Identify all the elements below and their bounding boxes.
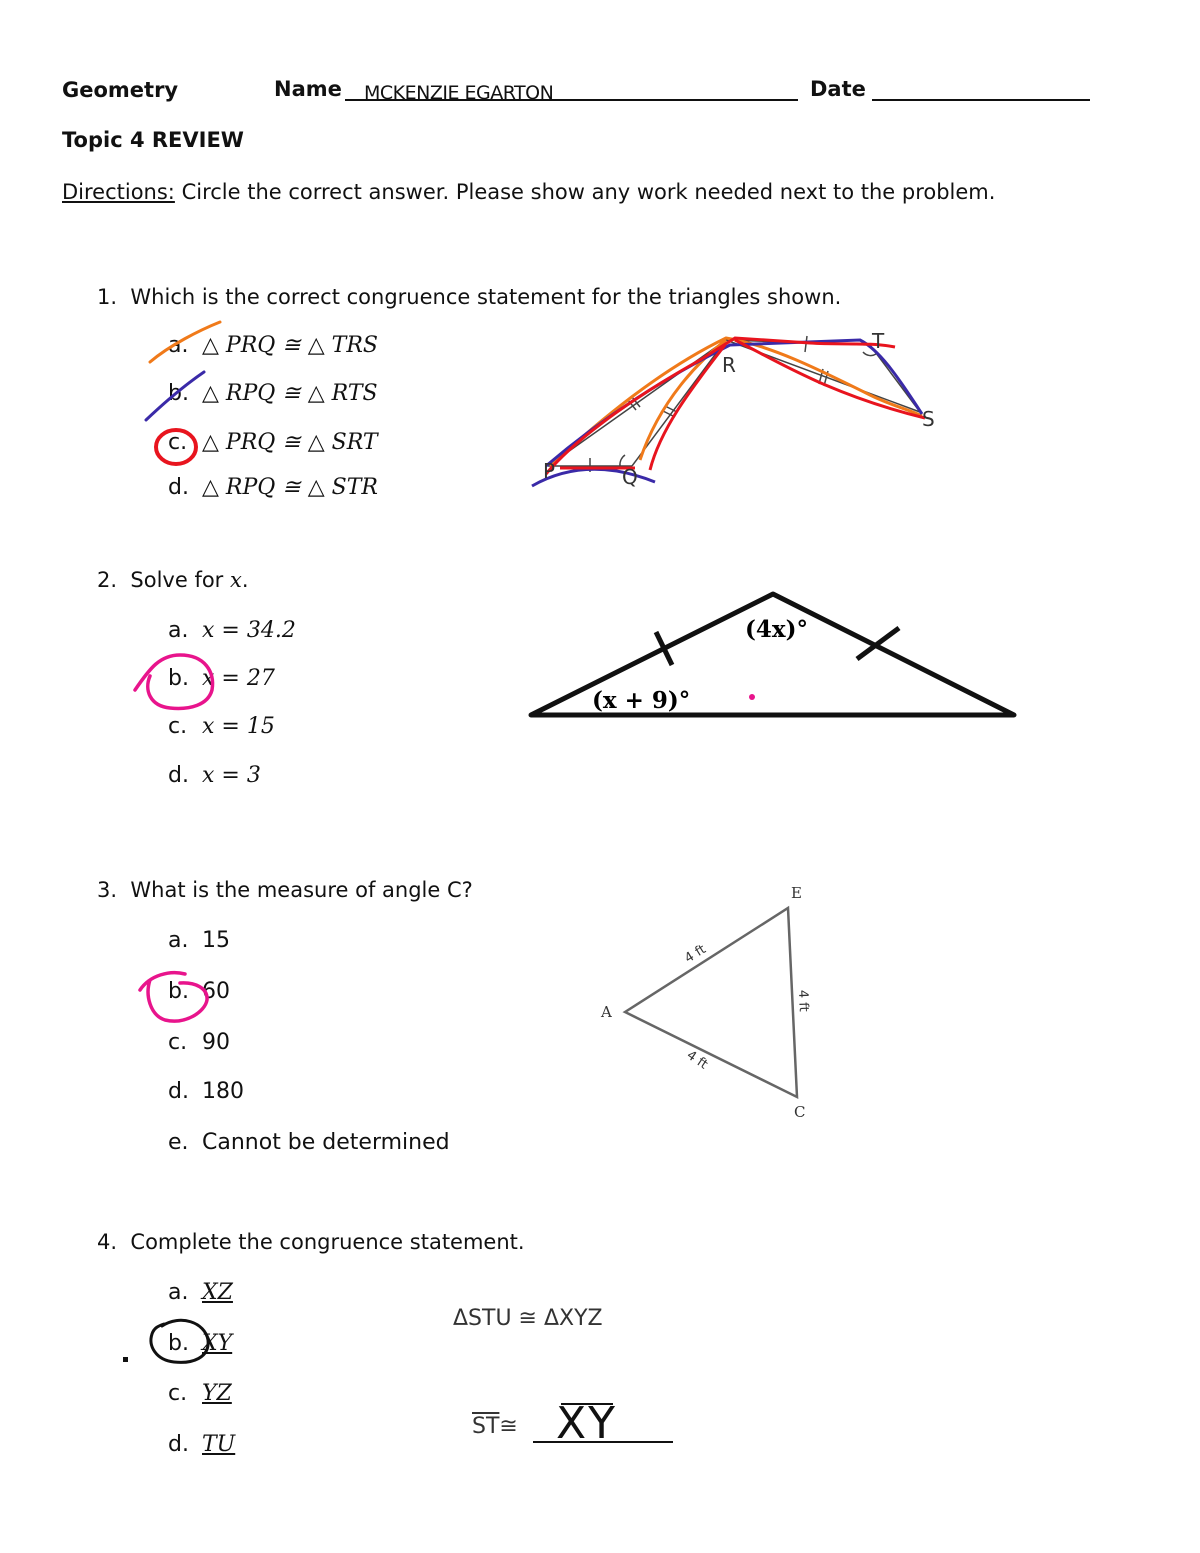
q1-choice-a[interactable]: a. △ PRQ ≅ △ TRS [168, 333, 378, 358]
q4-segment: $\overline{ST}$ [472, 1414, 500, 1439]
q4-number: 4. [97, 1230, 118, 1254]
q3-label-c: C [794, 1103, 806, 1121]
q2-choice-c[interactable]: c. x = 15 [168, 714, 275, 739]
q3-choice-e[interactable]: e. Cannot be determined [168, 1130, 450, 1155]
q1-choice-b[interactable]: b. △ RPQ ≅ △ RTS [168, 381, 378, 406]
q3-choice-b[interactable]: b. 60 [168, 979, 230, 1004]
q3-label-a: A [601, 1003, 612, 1021]
directions-text: Circle the correct answer. Please show any work needed next to the problem. [174, 180, 996, 204]
q3-side-ec: 4 ft [795, 989, 811, 1012]
q3-choice-a[interactable]: a. 15 [168, 928, 230, 953]
q1-choice-c[interactable]: c. △ PRQ ≅ △ SRT [168, 430, 378, 455]
q3-choice-c[interactable]: c. 90 [168, 1030, 230, 1055]
q1-label-p: P [543, 459, 556, 483]
q4-choice-c[interactable]: c. YZ [168, 1381, 232, 1406]
q3-label-e: E [791, 884, 802, 902]
q2-choice-b[interactable]: b. x = 27 [168, 666, 275, 691]
q4-choice-b[interactable]: b. XY [168, 1331, 233, 1356]
q4-segment-row [472, 1414, 518, 1439]
q1-text: Which is the correct congruence statement for the triangles shown. [130, 285, 842, 309]
topic-title: Topic 4 REVIEW [62, 128, 244, 152]
q3-side-ac: 4 ft [683, 1047, 711, 1073]
q2-left-angle: (x + 9)° [592, 687, 691, 714]
q1-choice-d[interactable]: d. △ RPQ ≅ △ STR [168, 475, 378, 500]
q1-label-r: R [722, 353, 736, 377]
name-label: Name [274, 77, 342, 101]
q4-statement: ΔSTU ≅ ΔXYZ [453, 1306, 603, 1331]
q4-answer-overline [561, 1403, 613, 1405]
q1-number: 1. [97, 285, 118, 309]
q4-handwritten-answer: XY [556, 1398, 618, 1449]
q3-number: 3. [97, 878, 118, 902]
name-field[interactable]: MCKENZIE EGARTON [364, 82, 554, 104]
q4-congruent-sign: ≅ [499, 1414, 518, 1439]
date-label: Date [810, 77, 866, 101]
q2-var: x [230, 568, 242, 592]
q3-choice-d[interactable]: d. 180 [168, 1079, 244, 1104]
q4-choice-d[interactable]: d. TU [168, 1432, 236, 1457]
q2-choice-d[interactable]: d. x = 3 [168, 763, 261, 788]
q2-text: Solve for [130, 568, 230, 592]
directions-label: Directions: [62, 180, 175, 204]
q1-label-t: T [872, 329, 885, 353]
q3-text: What is the measure of angle C? [130, 878, 473, 902]
q4-prompt [97, 1230, 525, 1254]
subject-label: Geometry [62, 78, 179, 102]
q2-number: 2. [97, 568, 118, 592]
q2-prompt: 2. Solve for x. [97, 568, 249, 592]
q4-choice-a[interactable]: a. XZ [168, 1280, 233, 1305]
q1-label-s: S [922, 407, 935, 431]
q3-side-ae: 4 ft [682, 942, 709, 967]
q4-text: Complete the congruence statement. [130, 1230, 525, 1254]
q2-top-angle: (4x)° [745, 616, 808, 643]
q2-choice-a[interactable]: a. x = 34.2 [168, 618, 296, 643]
q1-label-q: Q [622, 465, 638, 489]
